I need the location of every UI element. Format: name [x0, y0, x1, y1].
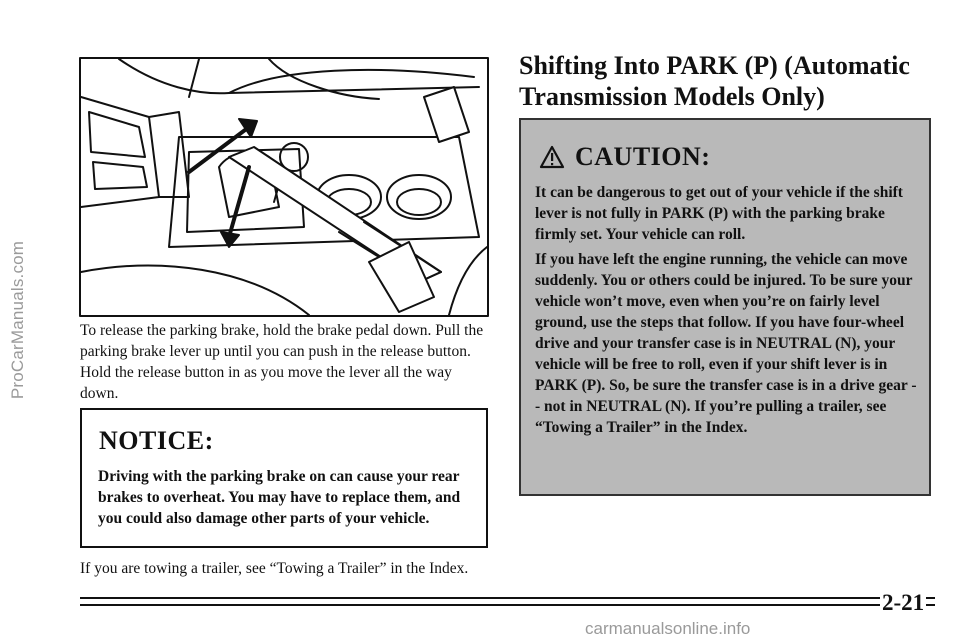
trailer-reference: If you are towing a trailer, see “Towing a Trailer” in the Index. [80, 560, 469, 577]
caution-paragraph-roll: It can be dangerous to get out of your vehicle if the shift lever is not fully in PARK (P) with the parking brake firmly set. Your vehicle can roll. [535, 184, 903, 243]
section-title: Shifting Into PARK (P) (Automatic Transmission Models Only) [519, 51, 910, 111]
page-number: 2-21 [882, 590, 925, 615]
notice-title: NOTICE: [99, 426, 214, 455]
notice-box [80, 408, 488, 548]
side-watermark-text: ProCarManuals.com [8, 240, 27, 400]
side-watermark [6, 40, 30, 600]
caution-title: CAUTION: [575, 142, 711, 171]
caution-box [519, 118, 931, 496]
caution-header [539, 142, 710, 172]
caution-body [535, 182, 919, 442]
bottom-watermark: carmanualsonline.info [585, 619, 751, 638]
parking-brake-illustration [79, 57, 489, 317]
footer-rule-bottom [80, 604, 935, 606]
caution-paragraph-engine: If you have left the engine running, the vehicle can move suddenly. You or others could be injured. To be sure your vehicle won’t move, even when you’re on fairly level ground, use the steps that follow. If you have four-wheel drive and your transfer case is in NEUTRAL (N), your vehicle will be free to roll, even if your shift lever is in PARK (P). So, be sure the transfer case is in a drive gear -- not in NEUTRAL (N). If you’re pulling a trailer, see “Towing a Trailer” in the Index. [535, 251, 917, 436]
release-instructions: To release the parking brake, hold the brake pedal down. Pull the parking brake lever up until you can push in the release button. Hold the release button in as you move the lever all the way down. [80, 322, 484, 402]
footer-rule-top [80, 597, 935, 599]
notice-body: Driving with the parking brake on can cause your rear brakes to overheat. You may have to replace them, and you could also damage other parts of your vehicle. [98, 468, 461, 527]
warning-triangle-icon [539, 145, 565, 169]
